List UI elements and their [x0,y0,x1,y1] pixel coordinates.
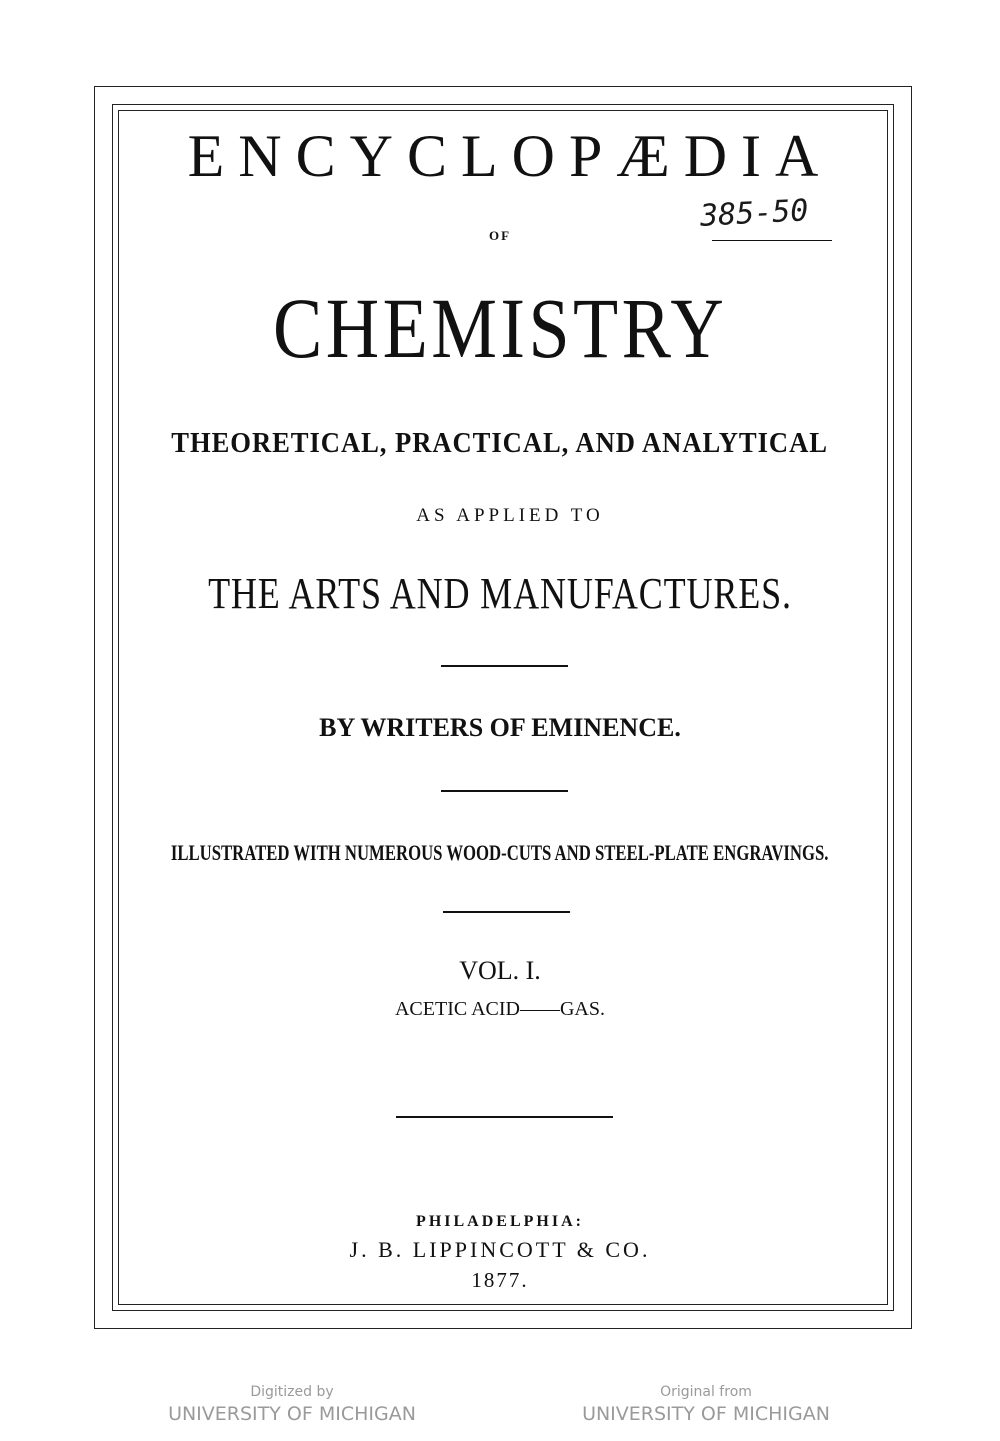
divider-rule [441,790,568,792]
footer-digitized [142,1384,442,1425]
illustrated-line-text: ILLUSTRATED WITH NUMEROUS WOOD-CUTS AND STEEL-PLATE ENGRAVINGS. [171,840,829,865]
subtitle-text: THEORETICAL, PRACTICAL, AND ANALYTICAL [171,428,829,459]
divider-rule [441,665,568,667]
illustrated-line [0,840,1000,866]
volume-contents: ACETIC ACID——GAS. [394,998,605,1020]
footer-digitized-institution: UNIVERSITY OF MICHIGAN [168,1403,416,1425]
handwritten-underline [712,240,832,241]
handwritten-shelf-number: 385-50 [699,193,810,234]
arts-and-manufactures [0,568,1000,619]
footer-original-label: Original from [660,1384,752,1400]
divider-rule [396,1116,613,1118]
footer-original [556,1384,856,1425]
volume-number: VOL. I. [459,956,541,985]
authors-line: BY WRITERS OF EMINENCE. [319,713,681,742]
applied-to: AS APPLIED TO [416,505,604,526]
publisher-name: J. B. LIPPINCOTT & CO. [349,1237,651,1262]
arts-and-manufactures-text: THE ARTS AND MANUFACTURES. [208,569,792,618]
subtitle [0,428,1000,460]
divider-rule [443,911,570,913]
footer-original-institution: UNIVERSITY OF MICHIGAN [582,1403,830,1425]
footer-digitized-label: Digitized by [250,1384,334,1400]
publisher-city: PHILADELPHIA: [416,1213,584,1230]
title-chemistry [0,278,1000,378]
title-chemistry-text: CHEMISTRY [272,280,728,376]
publication-year: 1877. [471,1268,529,1292]
title-of: OF [488,228,512,243]
title-encyclopaedia: ENCYCLOPÆDIA [187,123,833,189]
